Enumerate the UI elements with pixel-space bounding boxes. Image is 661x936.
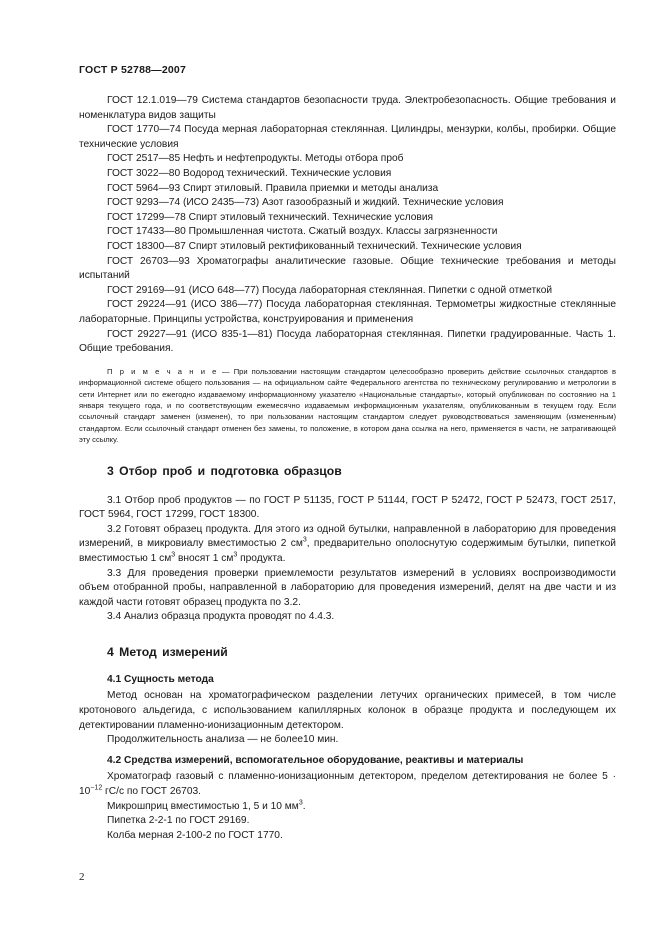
paragraph-4-2-3: Пипетка 2-2-1 по ГОСТ 29169. xyxy=(107,815,250,827)
note-text: — При пользовании настоящим стандартом целесообразно проверить действие ссылочных стандартов в информационной системе общего пользования — на официальном сайте Федерального агентства по техническому регулированию и метрологии в сети Интернет или по ежегодно издаваемому информационному указателю «Национальные стандарты», который опубликован по состоянию на 1 января текущего года, и по соответствующим ежемесячно издаваемым информационным указателям, опубликованным в текущем году. Если ссылочный стандарт заменен (изменен), то при пользовании настоящим стандартом следует руководствоваться заменяющим (измененным) стандартом. Если ссылочный стандарт отменен без замены, то положение, в котором дана ссылка на него, применяется в части, не затрагивающей эту ссылку. xyxy=(79,366,617,445)
paragraph-3-3: 3.3 Для проведения проверки приемлемости результатов измерений в условиях воспроизводимости объем отобранной пробы, направленной в лабораторию для проведения измерений, делят на две части и из каждой части готовят образец продукта по 3.2. xyxy=(79,567,616,608)
reference-item: ГОСТ 3022—80 Водород технический. Технические условия xyxy=(107,167,392,179)
document-header: ГОСТ Р 52788—2007 xyxy=(79,64,187,76)
paragraph-4-2-4: Колба мерная 2-100-2 по ГОСТ 1770. xyxy=(107,829,283,841)
note-block xyxy=(79,366,616,446)
note-label: П р и м е ч а н и е xyxy=(107,366,219,376)
reference-item: ГОСТ 29227—91 (ИСО 835-1—81) Посуда лабораторная стеклянная. Пипетки градуированные. Часть 1. Общие требования. xyxy=(79,328,616,355)
paragraph-4-1-1: Метод основан на хроматографическом разделении летучих органических примесей, в том числе кротонового альдегида, с использованием капиллярных колонок в образце продукта и последующем их детектировании пламенно-ионизационным детектором. xyxy=(79,690,616,731)
reference-item: ГОСТ 29169—91 (ИСО 648—77) Посуда лабораторная стеклянная. Пипетки с одной отметкой xyxy=(107,284,553,296)
paragraph-4-1-2: Продолжительность анализа — не более10 мин. xyxy=(107,734,339,746)
subsection-4-2-title: 4.2 Средства измерений, вспомогательное оборудование, реактивы и материалы xyxy=(107,754,524,766)
reference-item: ГОСТ 17433—80 Промышленная чистота. Сжатый воздух. Классы загрязненности xyxy=(107,226,498,238)
reference-item: ГОСТ 1770—74 Посуда мерная лабораторная стеклянная. Цилиндры, мензурки, колбы, пробирки. Общие технические условия xyxy=(79,124,616,150)
reference-item: ГОСТ 12.1.019—79 Система стандартов безопасности труда. Электробезопасность. Общие требования и номенклатура видов защиты xyxy=(79,95,616,121)
page-number: 2 xyxy=(79,871,85,883)
paragraph-3-1: 3.1 Отбор проб продуктов — по ГОСТ Р 51135, ГОСТ Р 51144, ГОСТ Р 52472, ГОСТ Р 52473, ГОСТ 2517, ГОСТ 5964, ГОСТ 17299, ГОСТ 18300. xyxy=(79,494,616,521)
paragraph-3-2: 3.2 Готовят образец продукта. Для этого из одной бутылки, направленной в лабораторию для проведения измерений, в микровиалу вместимостью 2 $см^3$, предварительно ополоснутую содержимым бутылки, пипеткой вместимостью 1 $см^3$ вносят 1 $см^3$ продукта. xyxy=(79,523,616,564)
paragraph-4-2-1: Хроматограф газовый с пламенно-ионизационным детектором, пределом детектирования не более $5 \cdot 10^{-12}$ гС/с по ГОСТ 26703. xyxy=(79,771,616,798)
section-3-title: 3 Отбор проб и подготовка образцов xyxy=(107,463,342,478)
reference-item: ГОСТ 17299—78 Спирт этиловый технический. Технические условия xyxy=(107,211,434,223)
reference-item: ГОСТ 18300—87 Спирт этиловый ректификованный технический. Технические условия xyxy=(107,240,522,252)
subsection-4-1-title: 4.1 Сущность метода xyxy=(107,673,214,685)
reference-item: ГОСТ 9293—74 (ИСО 2435—73) Азот газообразный и жидкий. Технические условия xyxy=(107,197,504,209)
reference-item: ГОСТ 26703—93 Хроматографы аналитические газовые. Общие технические требования и методы испытаний xyxy=(79,255,616,282)
reference-item: ГОСТ 2517—85 Нефть и нефтепродукты. Методы отбора проб xyxy=(107,153,404,165)
reference-item: ГОСТ 29224—91 (ИСО 386—77) Посуда лабораторная стеклянная. Термометры жидкостные стеклянные лабораторные. Принципы устройства, конструирования и применения xyxy=(79,299,616,325)
page-content xyxy=(79,94,616,843)
paragraph-4-2-2: Микрошприц вместимостью 1, 5 и 10 $мм^3$. xyxy=(107,799,306,812)
section-4-title: 4 Метод измерений xyxy=(107,644,228,659)
reference-item: ГОСТ 5964—93 Спирт этиловый. Правила приемки и методы анализа xyxy=(107,182,439,194)
paragraph-3-4: 3.4 Анализ образца продукта проводят по 4.4.3. xyxy=(107,611,335,623)
